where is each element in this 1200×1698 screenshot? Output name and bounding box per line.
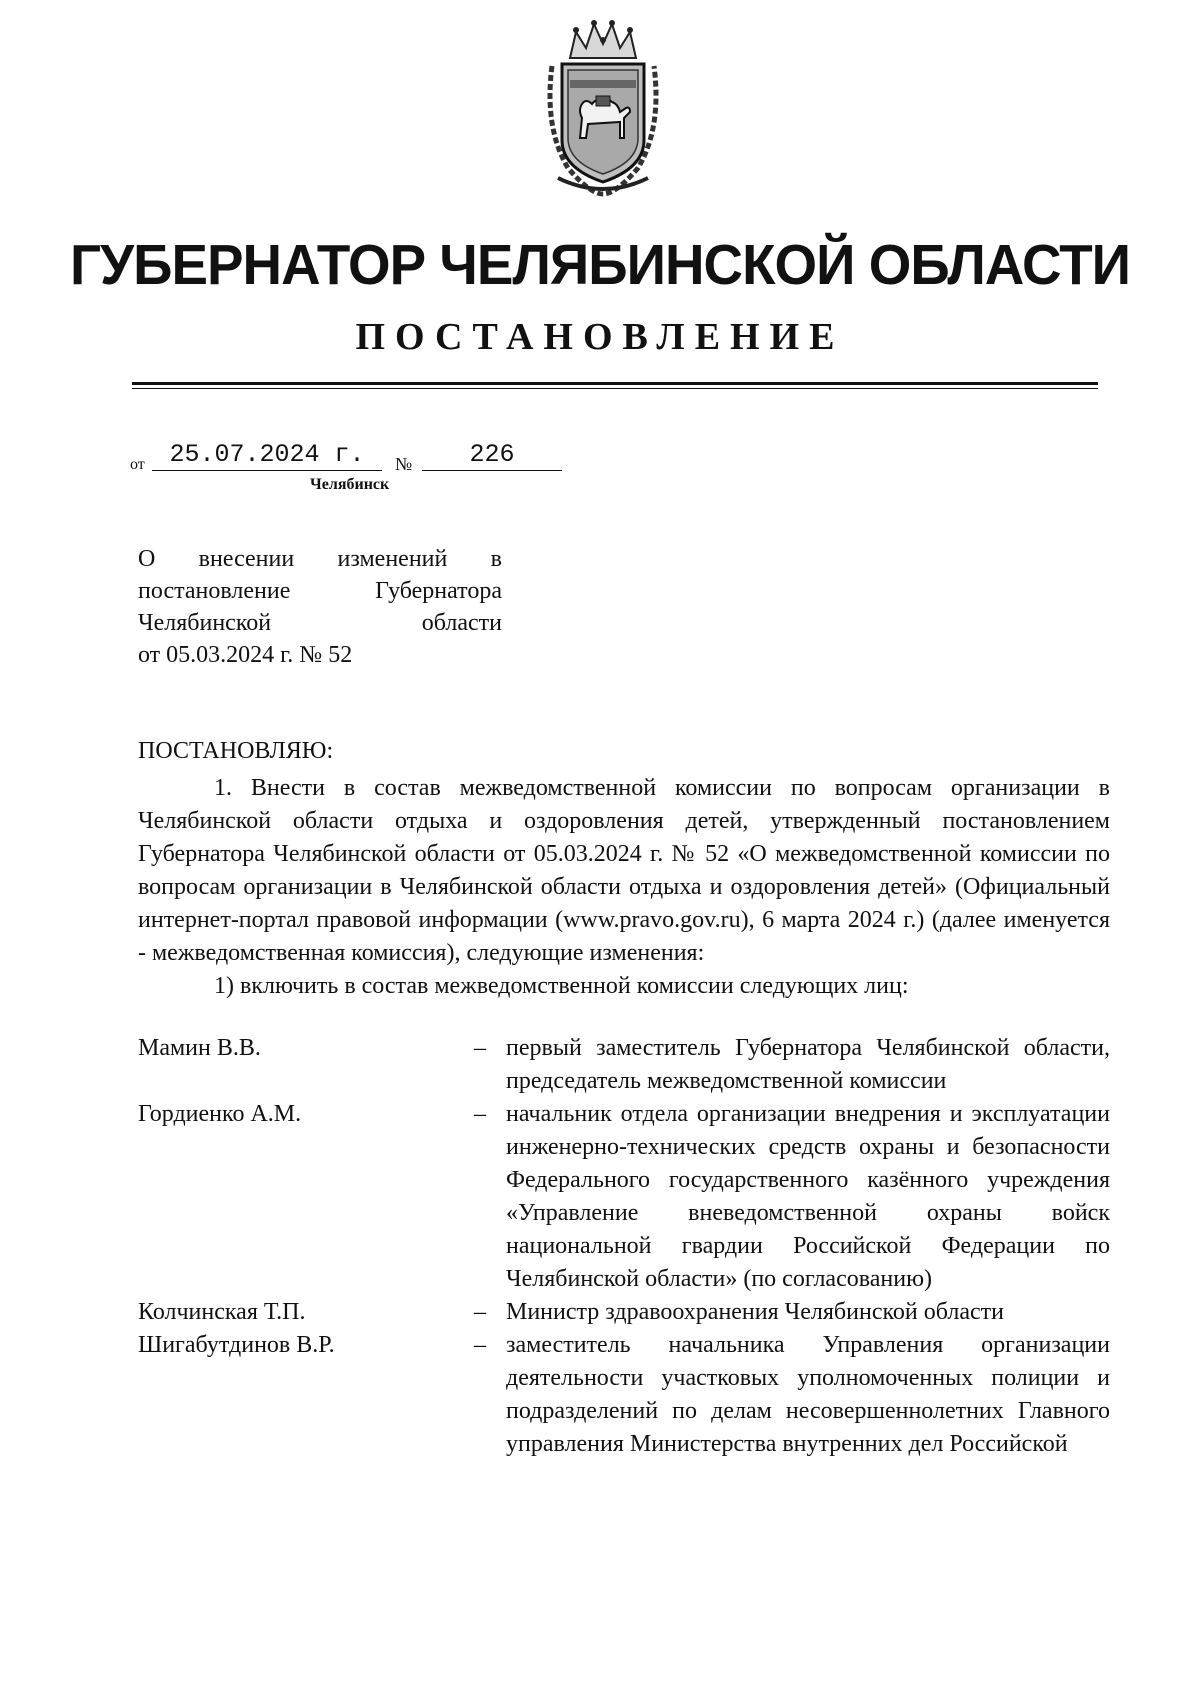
document-meta xyxy=(130,440,570,480)
member-dash: – xyxy=(474,1332,486,1358)
subject-word: изменений xyxy=(337,546,448,572)
subject-word: в xyxy=(490,546,502,572)
subject-line xyxy=(138,607,502,639)
member-role: заместитель начальника Управления организации деятельности участковых уполномоченных полиции и подразделений по делам несовершеннолетних Главного управления Министерства внутренних дел Российской xyxy=(506,1332,1110,1457)
decree-paragraph: 1. Внести в состав межведомственной комиссии по вопросам организации в Челябинской области отдыха и оздоровления детей, утвержденный постановлением Губернатора Челябинской области от 05.03.2024 г. № 52 «О межведомственной комиссии по вопросам организации в Челябинской области отдыха и оздоровления детей» (Официальный интернет-портал правовой информации (www.pravo.gov.ru), 6 марта 2024 г.) (далее именуется - межведомственная комиссия), следующие изменения: xyxy=(138,775,1110,966)
document-type-title: ПОСТАНОВЛЕНИЕ xyxy=(355,316,845,358)
document-number: 226 xyxy=(422,440,562,471)
subject-line xyxy=(138,543,502,575)
member-dash: – xyxy=(474,1035,486,1061)
document-date: 25.07.2024 г. xyxy=(152,440,382,471)
member-name: Шигабутдинов В.Р. xyxy=(138,1332,335,1358)
subject-word: Губернатора xyxy=(375,578,502,604)
document-subject xyxy=(138,543,502,671)
decree-paragraph: 1) включить в состав межведомственной комиссии следующих лиц: xyxy=(214,973,909,999)
member-role: начальник отдела организации внедрения и эксплуатации инженерно-технических средств охраны и безопасности Федерального государственного казённого учреждения «Управление вневедомственной охраны войск национальной гвардии Российской Федерации по Челябинской области» (по согласованию) xyxy=(506,1101,1110,1292)
member-entry xyxy=(138,1032,1110,1098)
decree-heading: ПОСТАНОВЛЯЮ: xyxy=(138,738,334,764)
member-role: Министр здравоохранения Челябинской области xyxy=(506,1299,1004,1325)
subject-line-text: от 05.03.2024 г. № 52 xyxy=(138,642,353,668)
coat-of-arms-icon xyxy=(540,18,666,200)
subject-word: Челябинской xyxy=(138,610,272,636)
subject-word: постановление xyxy=(138,578,291,604)
member-dash: – xyxy=(474,1101,486,1127)
member-entry xyxy=(138,1329,1110,1461)
member-dash: – xyxy=(474,1299,486,1325)
subject-word: О xyxy=(138,546,156,572)
subject-word: внесении xyxy=(198,546,295,572)
member-entry xyxy=(138,1296,1110,1329)
header-rule-thin xyxy=(132,388,1098,389)
decree-body xyxy=(138,772,1110,1003)
member-name: Мамин В.В. xyxy=(138,1035,261,1061)
document-city: Челябинск xyxy=(310,476,390,493)
header-rule-thick xyxy=(132,382,1098,385)
authority-title: ГУБЕРНАТОР ЧЕЛЯБИНСКОЙ ОБЛАСТИ xyxy=(69,233,1131,297)
member-list xyxy=(138,1032,1110,1461)
subject-line xyxy=(138,639,502,671)
member-name: Колчинская Т.П. xyxy=(138,1299,306,1325)
subject-word: области xyxy=(421,610,502,636)
member-entry xyxy=(138,1098,1110,1296)
member-name: Гордиенко А.М. xyxy=(138,1101,302,1127)
subject-line xyxy=(138,575,502,607)
member-role: первый заместитель Губернатора Челябинской области, председатель межведомственной комиссии xyxy=(506,1035,1110,1094)
number-prefix: № xyxy=(395,454,413,474)
date-prefix: от xyxy=(130,456,145,473)
